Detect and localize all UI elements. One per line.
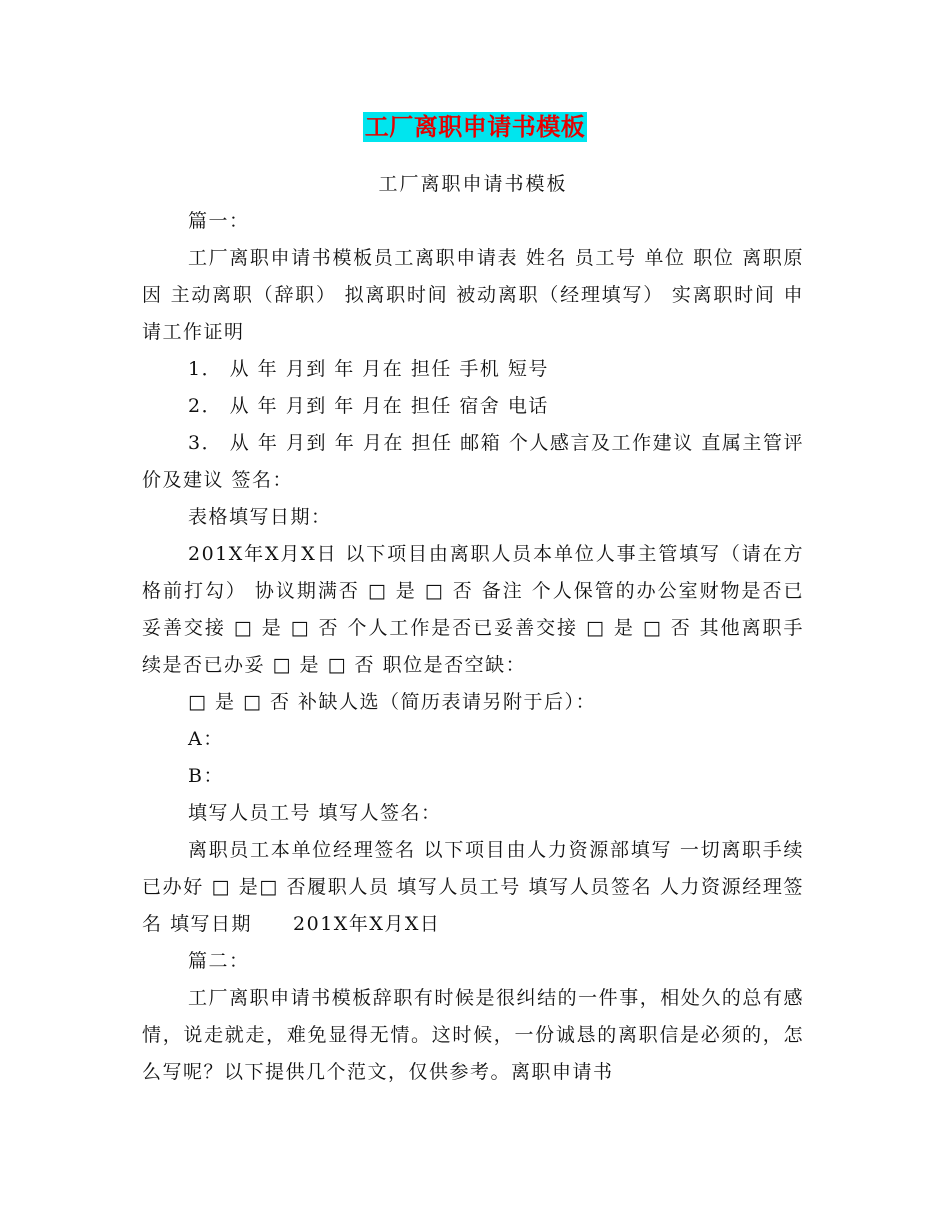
paragraph-form-fields: 工厂离职申请书模板员工离职申请表 姓名 员工号 单位 职位 离职原因 主动离职（辞职） 拟离职时间 被动离职（经理填写） 实离职时间 申请工作证明 xyxy=(142,247,804,343)
paragraph-hr-checklist: 201X年X月X日 以下项目由离职人员本单位人事主管填写（请在方格前打勾） 协议期满否 □ 是 □ 否 备注 个人保管的办公室财物是否已妥善交接 □ 是 □ 否 个人工作是否已妥善交接 □ 是 □ 否 其他离职手续是否已办妥 □ 是 □ 否 职位是否空缺： xyxy=(142,543,804,676)
paragraph-form-date: 表格填写日期： xyxy=(188,506,332,528)
paragraph-section-two-body: 工厂离职申请书模板辞职有时候是很纠结的一件事，相处久的总有感情，说走就走，难免显得无情。这时候，一份诚恳的离职信是必须的，怎么写呢？以下提供几个范文，仅供参考。离职申请书 xyxy=(142,987,804,1083)
title-container xyxy=(0,112,950,142)
paragraph-section-one-heading: 篇一： xyxy=(188,210,250,232)
paragraph-work-history-3: 3． 从 年 月到 年 月在 担任 邮箱 个人感言及工作建议 直属主管评价及建议 签名： xyxy=(142,432,804,491)
document-title: 工厂离职申请书模板 xyxy=(364,113,586,141)
paragraph-replacement: □ 是 □ 否 补缺人选（简历表请另附于后）： xyxy=(188,691,597,713)
paragraph-candidate-b: B： xyxy=(188,765,224,787)
paragraph-work-history-1: 1． 从 年 月到 年 月在 担任 手机 短号 xyxy=(188,358,549,380)
paragraph-manager-signature: 离职员工本单位经理签名 以下项目由人力资源部填写 一切离职手续已办好 □ 是□ 否履职人员 填写人员工号 填写人员签名 人力资源经理签名 填写日期 201X年X月X日 xyxy=(142,839,804,935)
document-body xyxy=(142,166,804,1091)
paragraph-section-two-heading: 篇二： xyxy=(188,950,250,972)
paragraph-candidate-a: A： xyxy=(188,728,224,750)
document-subtitle: 工厂离职申请书模板 xyxy=(378,173,568,195)
paragraph-work-history-2: 2． 从 年 月到 年 月在 担任 宿舍 电话 xyxy=(188,395,549,417)
paragraph-filler-signature: 填写人员工号 填写人签名： xyxy=(188,802,442,824)
